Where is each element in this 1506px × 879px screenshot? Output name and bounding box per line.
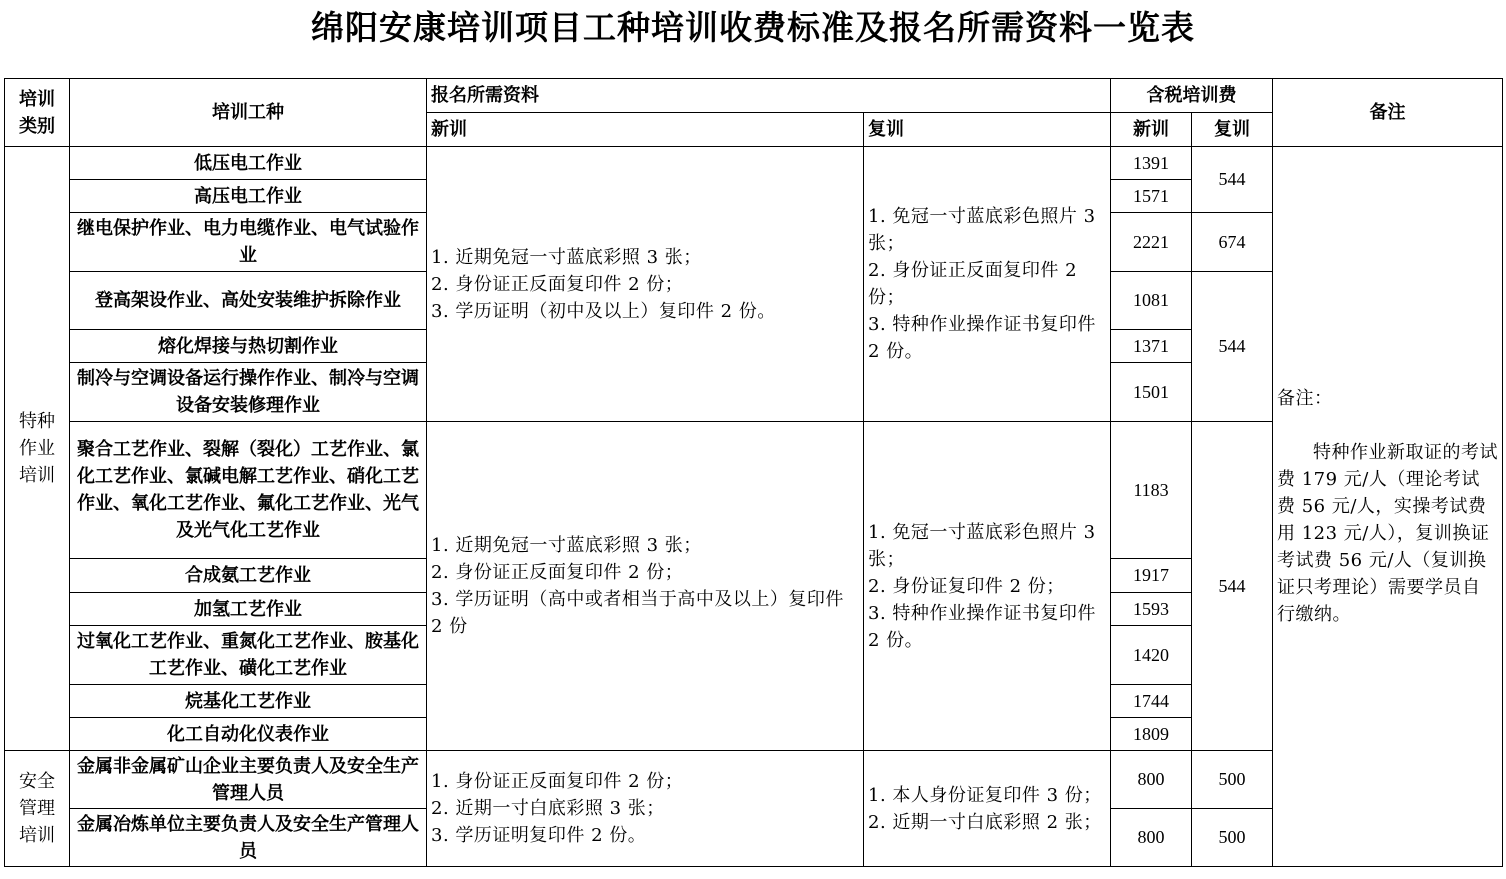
fee-renew-cell: 544 bbox=[1192, 422, 1273, 751]
table-row-job: 加氢工艺作业 bbox=[70, 593, 427, 626]
table-row-job: 制冷与空调设备运行操作作业、制冷与空调设备安装修理作业 bbox=[70, 363, 427, 422]
page-title: 绵阳安康培训项目工种培训收费标准及报名所需资料一览表 bbox=[311, 8, 1195, 47]
fee-renew-cell: 674 bbox=[1192, 213, 1273, 272]
fee-new-cell: 1501 bbox=[1111, 363, 1192, 422]
table-row-job: 烷基化工艺作业 bbox=[70, 685, 427, 718]
remarks-cell bbox=[1273, 147, 1503, 867]
header-fee-renew: 复训 bbox=[1192, 113, 1273, 147]
table-row-job: 化工自动化仪表作业 bbox=[70, 718, 427, 751]
fee-new-cell: 2221 bbox=[1111, 213, 1192, 272]
fee-new-cell: 1744 bbox=[1111, 685, 1192, 718]
fee-renew-cell: 500 bbox=[1192, 751, 1273, 809]
fee-new-cell: 1809 bbox=[1111, 718, 1192, 751]
table-row-job: 过氧化工艺作业、重氮化工艺作业、胺基化工艺作业、磺化工艺作业 bbox=[70, 626, 427, 685]
header-materials-renew: 复训 bbox=[864, 113, 1111, 147]
fee-new-cell: 1571 bbox=[1111, 180, 1192, 213]
table-row-job: 登高架设作业、高处安装维护拆除作业 bbox=[70, 272, 427, 330]
requirements-electrical-renew: 1. 免冠一寸蓝底彩色照片 3 张； 2. 身份证正反面复印件 2 份； 3. 特种作业操作证书复印件 2 份。 bbox=[864, 147, 1111, 422]
table-row-job: 合成氨工艺作业 bbox=[70, 559, 427, 593]
fee-new-cell: 800 bbox=[1111, 751, 1192, 809]
requirements-electrical-new: 1. 近期免冠一寸蓝底彩照 3 张； 2. 身份证正反面复印件 2 份； 3. 学历证明（初中及以上）复印件 2 份。 bbox=[427, 147, 864, 422]
header-fee-new: 新训 bbox=[1111, 113, 1192, 147]
fee-table bbox=[4, 78, 1503, 867]
table-row-job: 聚合工艺作业、裂解（裂化）工艺作业、氯化工艺作业、氯碱电解工艺作业、硝化工艺作业、氧化工艺作业、氟化工艺作业、光气及光气化工艺作业 bbox=[70, 422, 427, 559]
table-row-job: 低压电工作业 bbox=[70, 147, 427, 180]
fee-new-cell: 1081 bbox=[1111, 272, 1192, 330]
category-special: 特种 作业 培训 bbox=[5, 147, 70, 751]
header-materials: 报名所需资料 bbox=[427, 79, 1111, 113]
table-row-job: 继电保护作业、电力电缆作业、电气试验作业 bbox=[70, 213, 427, 272]
remarks-text: 特种作业新取证的考试费 179 元/人（理论考试费 56 元/人，实操考试费用 123 元/人），复训换证考试费 56 元/人（复训换证只考理论）需要学员自行缴纳。 bbox=[1277, 442, 1498, 625]
fee-new-cell: 1391 bbox=[1111, 147, 1192, 180]
fee-new-cell: 1420 bbox=[1111, 626, 1192, 685]
fee-renew-cell: 500 bbox=[1192, 809, 1273, 867]
fee-new-cell: 1917 bbox=[1111, 559, 1192, 593]
requirements-safety-new: 1. 身份证正反面复印件 2 份； 2. 近期一寸白底彩照 3 张； 3. 学历证明复印件 2 份。 bbox=[427, 751, 864, 867]
fee-renew-cell: 544 bbox=[1192, 272, 1273, 422]
fee-new-cell: 1183 bbox=[1111, 422, 1192, 559]
requirements-chemical-new: 1. 近期免冠一寸蓝底彩照 3 张； 2. 身份证正反面复印件 2 份； 3. 学历证明（高中或者相当于高中及以上）复印件 2 份 bbox=[427, 422, 864, 751]
category-safety: 安全 管理 培训 bbox=[5, 751, 70, 867]
header-fee: 含税培训费 bbox=[1111, 79, 1273, 113]
fee-new-cell: 800 bbox=[1111, 809, 1192, 867]
fee-new-cell: 1371 bbox=[1111, 330, 1192, 363]
table-row-job: 金属冶炼单位主要负责人及安全生产管理人员 bbox=[70, 809, 427, 867]
table-row-job: 高压电工作业 bbox=[70, 180, 427, 213]
fee-new-cell: 1593 bbox=[1111, 593, 1192, 626]
header-job: 培训工种 bbox=[70, 79, 427, 147]
requirements-chemical-renew: 1. 免冠一寸蓝底彩色照片 3 张； 2. 身份证复印件 2 份； 3. 特种作业操作证书复印件 2 份。 bbox=[864, 422, 1111, 751]
requirements-safety-renew: 1. 本人身份证复印件 3 份； 2. 近期一寸白底彩照 2 张； bbox=[864, 751, 1111, 867]
table-row-job: 金属非金属矿山企业主要负责人及安全生产管理人员 bbox=[70, 751, 427, 809]
remarks-label: 备注： bbox=[1277, 388, 1333, 409]
header-materials-new: 新训 bbox=[427, 113, 864, 147]
table-row-job: 熔化焊接与热切割作业 bbox=[70, 330, 427, 363]
header-category: 培训 类别 bbox=[5, 79, 70, 147]
header-remarks: 备注 bbox=[1273, 79, 1503, 147]
fee-renew-cell: 544 bbox=[1192, 147, 1273, 213]
